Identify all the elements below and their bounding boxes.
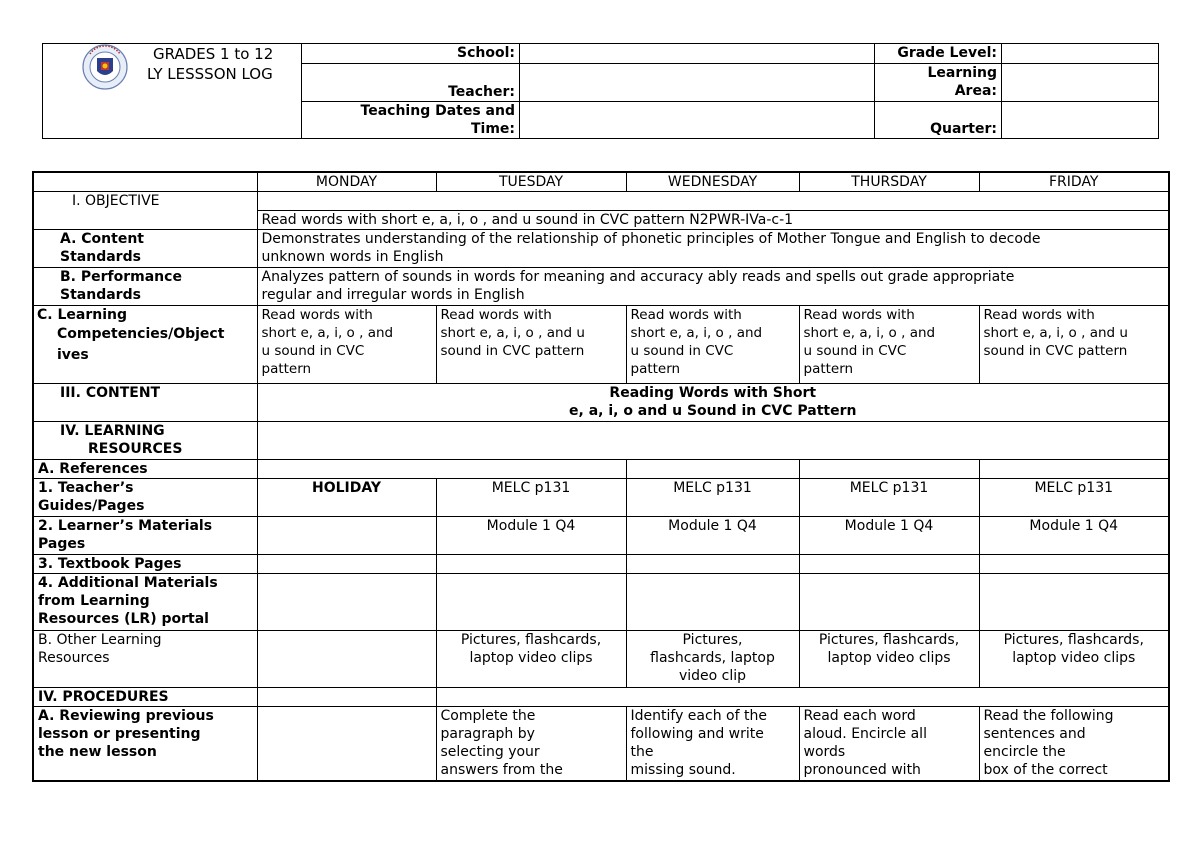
quarter-field[interactable] bbox=[1002, 101, 1159, 138]
other-resources-tuesday bbox=[436, 631, 626, 688]
reviewing-thursday-line: words bbox=[803, 744, 846, 760]
other-resources-monday bbox=[257, 631, 436, 688]
competencies-label-line1: C. Learning bbox=[37, 307, 127, 323]
competency-thursday bbox=[799, 306, 979, 384]
days-row bbox=[33, 172, 1169, 192]
references-blank-1 bbox=[257, 460, 626, 479]
learners-materials-monday bbox=[257, 517, 436, 555]
learning-resources-label bbox=[33, 422, 257, 460]
reviewing-thursday bbox=[799, 707, 979, 781]
reviewing-tuesday-line: selecting your bbox=[440, 744, 540, 760]
references-blank-3 bbox=[799, 460, 979, 479]
competency-thursday-line: u sound in CVC bbox=[803, 343, 907, 359]
competency-wednesday-line: u sound in CVC bbox=[630, 343, 734, 359]
objective-text: Read words with short e, a, i, o , and u sound in CVC pattern N2PWR-IVa-c-1 bbox=[257, 211, 1169, 230]
competency-friday bbox=[979, 306, 1169, 384]
competency-friday-line: Read words with bbox=[983, 307, 1095, 323]
content-standards-line2: unknown words in English bbox=[261, 249, 444, 265]
title-line1: GRADES 1 to 12 bbox=[153, 45, 274, 63]
day-tuesday: TUESDAY bbox=[436, 172, 626, 192]
reviewing-label-line2: lesson or presenting bbox=[38, 726, 201, 742]
competencies-label-line2: Competencies/Object bbox=[57, 326, 225, 342]
performance-standards-line2: regular and irregular words in English bbox=[261, 287, 525, 303]
procedures-blank-1 bbox=[257, 688, 436, 707]
other-resources-label-line1: B. Other Learning bbox=[38, 632, 162, 648]
content-standards-line1: Demonstrates understanding of the relationship of phonetic principles of Mother Tongue and English to decode bbox=[261, 231, 1041, 247]
reviewing-thursday-line: pronounced with bbox=[803, 762, 921, 778]
reviewing-tuesday bbox=[436, 707, 626, 781]
dates-label-line2: Time: bbox=[470, 120, 515, 137]
competency-tuesday-line: short e, a, i, o , and u bbox=[440, 325, 585, 341]
reviewing-thursday-line: aloud. Encircle all bbox=[803, 726, 927, 742]
content-line1: Reading Words with Short bbox=[609, 385, 817, 401]
learning-resources-blank bbox=[257, 422, 1169, 460]
competency-monday-line: pattern bbox=[261, 361, 312, 377]
procedures-blank-2 bbox=[436, 688, 1169, 707]
school-label: School: bbox=[302, 44, 520, 64]
learners-materials-tuesday: Module 1 Q4 bbox=[436, 517, 626, 555]
competencies-label-line3: ives bbox=[57, 347, 89, 363]
reviewing-label-line3: the new lesson bbox=[38, 744, 157, 760]
other-resources-friday-line: Pictures, flashcards, bbox=[1003, 632, 1144, 648]
competency-monday bbox=[257, 306, 436, 384]
dates-label bbox=[302, 101, 520, 138]
competency-tuesday-line: Read words with bbox=[440, 307, 552, 323]
learning-area-field[interactable] bbox=[1002, 64, 1159, 101]
title-line2: LY LESSSON LOG bbox=[147, 65, 273, 83]
reviewing-friday-line: encircle the bbox=[983, 744, 1066, 760]
day-monday: MONDAY bbox=[257, 172, 436, 192]
other-resources-tuesday-line: Pictures, flashcards, bbox=[460, 632, 602, 648]
reviewing-wednesday bbox=[626, 707, 799, 781]
performance-standards-label bbox=[33, 268, 257, 306]
other-resources-label-line2: Resources bbox=[38, 650, 110, 666]
content-standards-label-line2: Standards bbox=[60, 249, 141, 265]
learners-materials-thursday: Module 1 Q4 bbox=[799, 517, 979, 555]
learning-area-label-line1: Learning bbox=[927, 65, 997, 82]
content-standards-label bbox=[33, 230, 257, 268]
reviewing-friday-line: Read the following bbox=[983, 708, 1114, 724]
reviewing-wednesday-line: following and write bbox=[630, 726, 764, 742]
competency-monday-line: Read words with bbox=[261, 307, 373, 323]
reviewing-wednesday-line: the bbox=[630, 744, 654, 760]
competency-tuesday bbox=[436, 306, 626, 384]
other-resources-label bbox=[33, 631, 257, 688]
reviewing-tuesday-line: paragraph by bbox=[440, 726, 535, 742]
additional-materials-monday bbox=[257, 574, 436, 631]
learners-materials-label-line2: Pages bbox=[38, 536, 86, 552]
additional-materials-tuesday bbox=[436, 574, 626, 631]
teachers-guides-monday: HOLIDAY bbox=[257, 479, 436, 517]
teachers-guides-label-line1: 1. Teacher’s bbox=[38, 480, 134, 496]
content-standards-label-line1: A. Content bbox=[60, 231, 144, 247]
grade-level-label: Grade Level: bbox=[875, 44, 1002, 64]
other-resources-wednesday-line: video clip bbox=[678, 668, 747, 684]
references-blank-2 bbox=[626, 460, 799, 479]
other-resources-wednesday bbox=[626, 631, 799, 688]
learners-materials-label bbox=[33, 517, 257, 555]
competency-thursday-line: Read words with bbox=[803, 307, 915, 323]
competency-wednesday-line: Read words with bbox=[630, 307, 742, 323]
reviewing-wednesday-line: missing sound. bbox=[630, 762, 736, 778]
deped-seal-icon bbox=[82, 44, 128, 90]
performance-standards-label-line2: Standards bbox=[60, 287, 141, 303]
objective-blank bbox=[257, 192, 1169, 211]
other-resources-wednesday-line: flashcards, laptop bbox=[650, 650, 775, 666]
other-resources-friday bbox=[979, 631, 1169, 688]
other-resources-tuesday-line: laptop video clips bbox=[469, 650, 593, 666]
additional-materials-friday bbox=[979, 574, 1169, 631]
school-field[interactable] bbox=[520, 44, 875, 64]
learning-area-label bbox=[875, 64, 1002, 101]
grade-level-field[interactable] bbox=[1002, 44, 1159, 64]
additional-materials-thursday bbox=[799, 574, 979, 631]
textbook-wednesday bbox=[626, 555, 799, 574]
competency-wednesday-line: short e, a, i, o , and bbox=[630, 325, 763, 341]
competency-monday-line: u sound in CVC bbox=[261, 343, 365, 359]
teachers-guides-tuesday: MELC p131 bbox=[436, 479, 626, 517]
performance-standards-label-line1: B. Performance bbox=[60, 269, 182, 285]
competency-wednesday bbox=[626, 306, 799, 384]
teachers-guides-wednesday: MELC p131 bbox=[626, 479, 799, 517]
other-resources-thursday-line: laptop video clips bbox=[827, 650, 951, 666]
learners-materials-label-line1: 2. Learner’s Materials bbox=[38, 518, 213, 534]
competency-tuesday-line: sound in CVC pattern bbox=[440, 343, 585, 359]
corner-cell bbox=[33, 172, 257, 192]
competency-thursday-line: short e, a, i, o , and bbox=[803, 325, 936, 341]
teachers-guides-friday: MELC p131 bbox=[979, 479, 1169, 517]
procedures-label: IV. PROCEDURES bbox=[33, 688, 257, 707]
textbook-monday bbox=[257, 555, 436, 574]
teachers-guides-label-line2: Guides/Pages bbox=[38, 498, 145, 514]
references-label: A. References bbox=[33, 460, 257, 479]
other-resources-wednesday-line: Pictures, bbox=[682, 632, 743, 648]
content-text bbox=[257, 384, 1169, 422]
competency-thursday-line: pattern bbox=[803, 361, 854, 377]
learning-resources-label-line1: IV. LEARNING bbox=[60, 423, 165, 439]
textbook-thursday bbox=[799, 555, 979, 574]
competency-wednesday-line: pattern bbox=[630, 361, 681, 377]
competency-friday-line: short e, a, i, o , and u bbox=[983, 325, 1128, 341]
reviewing-thursday-line: Read each word bbox=[803, 708, 916, 724]
day-friday: FRIDAY bbox=[979, 172, 1169, 192]
learning-resources-label-line2: RESOURCES bbox=[88, 441, 183, 457]
competency-friday-line: sound in CVC pattern bbox=[983, 343, 1128, 359]
objective-label: I. OBJECTIVE bbox=[33, 192, 257, 230]
other-resources-friday-line: laptop video clips bbox=[1012, 650, 1136, 666]
header-table bbox=[42, 43, 1159, 139]
reviewing-tuesday-line: Complete the bbox=[440, 708, 536, 724]
dates-field[interactable] bbox=[520, 101, 875, 138]
teachers-guides-thursday: MELC p131 bbox=[799, 479, 979, 517]
learners-materials-wednesday: Module 1 Q4 bbox=[626, 517, 799, 555]
content-standards-text bbox=[257, 230, 1169, 268]
learning-area-label-line2: Area: bbox=[954, 83, 997, 100]
reviewing-monday bbox=[257, 707, 436, 781]
reviewing-friday bbox=[979, 707, 1169, 781]
competencies-label bbox=[33, 306, 257, 384]
reviewing-label bbox=[33, 707, 257, 781]
lesson-log-table bbox=[32, 171, 1170, 782]
content-label: III. CONTENT bbox=[33, 384, 257, 422]
reviewing-tuesday-line: answers from the bbox=[440, 762, 563, 778]
reviewing-wednesday-line: Identify each of the bbox=[630, 708, 767, 724]
competency-monday-line: short e, a, i, o , and bbox=[261, 325, 394, 341]
reviewing-friday-line: sentences and bbox=[983, 726, 1086, 742]
teacher-field[interactable] bbox=[520, 64, 875, 101]
performance-standards-text bbox=[257, 268, 1169, 306]
quarter-label: Quarter: bbox=[875, 101, 1002, 138]
reviewing-friday-line: box of the correct bbox=[983, 762, 1108, 778]
additional-materials-label-line2: from Learning bbox=[38, 593, 150, 609]
references-blank-4 bbox=[979, 460, 1169, 479]
textbook-friday bbox=[979, 555, 1169, 574]
additional-materials-wednesday bbox=[626, 574, 799, 631]
textbook-label: 3. Textbook Pages bbox=[33, 555, 257, 574]
other-resources-thursday-line: Pictures, flashcards, bbox=[818, 632, 960, 648]
other-resources-thursday bbox=[799, 631, 979, 688]
reviewing-label-line1: A. Reviewing previous bbox=[38, 708, 214, 724]
day-thursday: THURSDAY bbox=[799, 172, 979, 192]
content-line2: e, a, i, o and u Sound in CVC Pattern bbox=[569, 403, 857, 419]
performance-standards-line1: Analyzes pattern of sounds in words for meaning and accuracy ably reads and spells out grade appropriate bbox=[261, 269, 1015, 285]
textbook-tuesday bbox=[436, 555, 626, 574]
day-wednesday: WEDNESDAY bbox=[626, 172, 799, 192]
dates-label-line1: Teaching Dates and bbox=[360, 102, 515, 119]
learners-materials-friday: Module 1 Q4 bbox=[979, 517, 1169, 555]
additional-materials-label-line1: 4. Additional Materials bbox=[38, 575, 218, 591]
teacher-label: Teacher: bbox=[302, 64, 520, 101]
teachers-guides-label bbox=[33, 479, 257, 517]
additional-materials-label bbox=[33, 574, 257, 631]
additional-materials-label-line3: Resources (LR) portal bbox=[38, 611, 209, 627]
